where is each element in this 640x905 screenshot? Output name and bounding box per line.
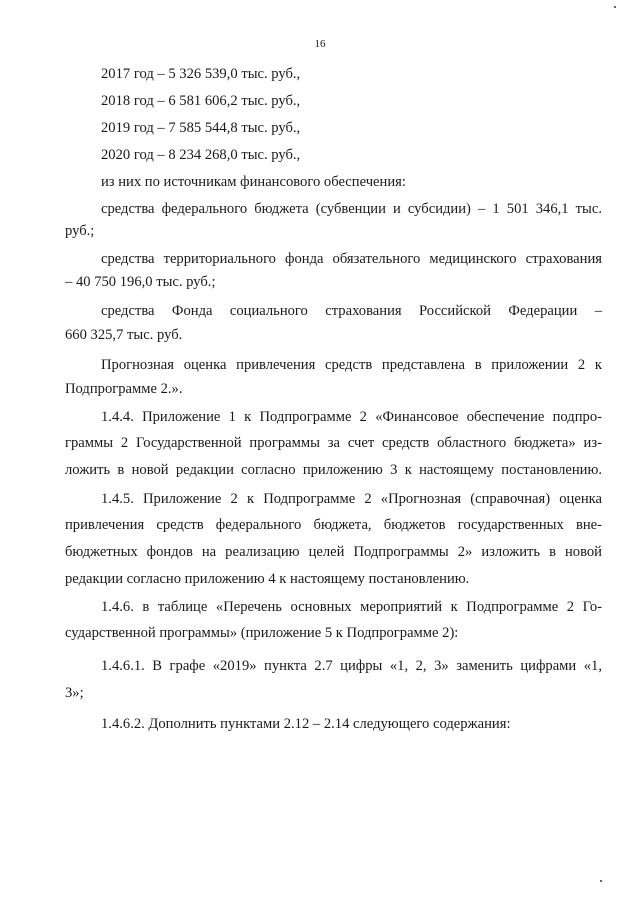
- year-line-2018: 2018 год – 6 581 606,2 тыс. руб.,: [101, 93, 301, 109]
- p145-line-3: бюджетных фондов на реализацию целей Подпрограммы 2» изложить в новой: [65, 544, 602, 560]
- p1462-line: 1.4.6.2. Дополнить пунктами 2.12 – 2.14 следующего содержания:: [101, 716, 511, 732]
- p1461-line-1: 1.4.6.1. В графе «2019» пункта 2.7 цифры «1, 2, 3» заменить цифрами «1,: [101, 658, 602, 674]
- p146-line-1: 1.4.6. в таблице «Перечень основных мероприятий к Подпрограмме 2 Го-: [101, 599, 602, 615]
- forecast-line-1: Прогнозная оценка привлечения средств представлена в приложении 2 к: [101, 357, 602, 373]
- fss-line-2: 660 325,7 тыс. руб.: [65, 327, 183, 343]
- p144-line-2: граммы 2 Государственной программы за счет средств областного бюджета» из-: [65, 435, 602, 451]
- p145-line-1: 1.4.5. Приложение 2 к Подпрограмме 2 «Прогнозная (справочная) оценка: [101, 491, 602, 507]
- p145-line-2: привлечения средств федерального бюджета, бюджетов государственных вне-: [65, 517, 602, 533]
- p146-line-2: сударственной программы» (приложение 5 к Подпрограмме 2):: [65, 625, 459, 641]
- fss-line-1: средства Фонда социального страхования Российской Федерации –: [101, 303, 602, 319]
- year-line-2020: 2020 год – 8 234 268,0 тыс. руб.,: [101, 147, 301, 163]
- p1461-line-2: 3»;: [65, 685, 84, 701]
- federal-line-1: средства федерального бюджета (субвенции и субсидии) – 1 501 346,1 тыс.: [101, 201, 602, 217]
- oms-line-1: средства территориального фонда обязательного медицинского страхования: [101, 251, 602, 267]
- year-line-2017: 2017 год – 5 326 539,0 тыс. руб.,: [101, 66, 301, 82]
- forecast-line-2: Подпрограмме 2.».: [65, 381, 183, 397]
- scan-speck: [600, 880, 602, 882]
- p145-line-4: редакции согласно приложению 4 к настоящему постановлению.: [65, 571, 470, 587]
- year-line-2019: 2019 год – 7 585 544,8 тыс. руб.,: [101, 120, 301, 136]
- federal-line-2: руб.;: [65, 223, 95, 239]
- oms-line-2: – 40 750 196,0 тыс. руб.;: [65, 274, 216, 290]
- sources-intro: из них по источникам финансового обеспечения:: [101, 174, 406, 190]
- p144-line-3: ложить в новой редакции согласно приложению 3 к настоящему постановлению.: [65, 462, 602, 478]
- scan-speck: [614, 6, 616, 8]
- page-number: 16: [314, 38, 326, 50]
- p144-line-1: 1.4.4. Приложение 1 к Подпрограмме 2 «Финансовое обеспечение подпро-: [101, 409, 602, 425]
